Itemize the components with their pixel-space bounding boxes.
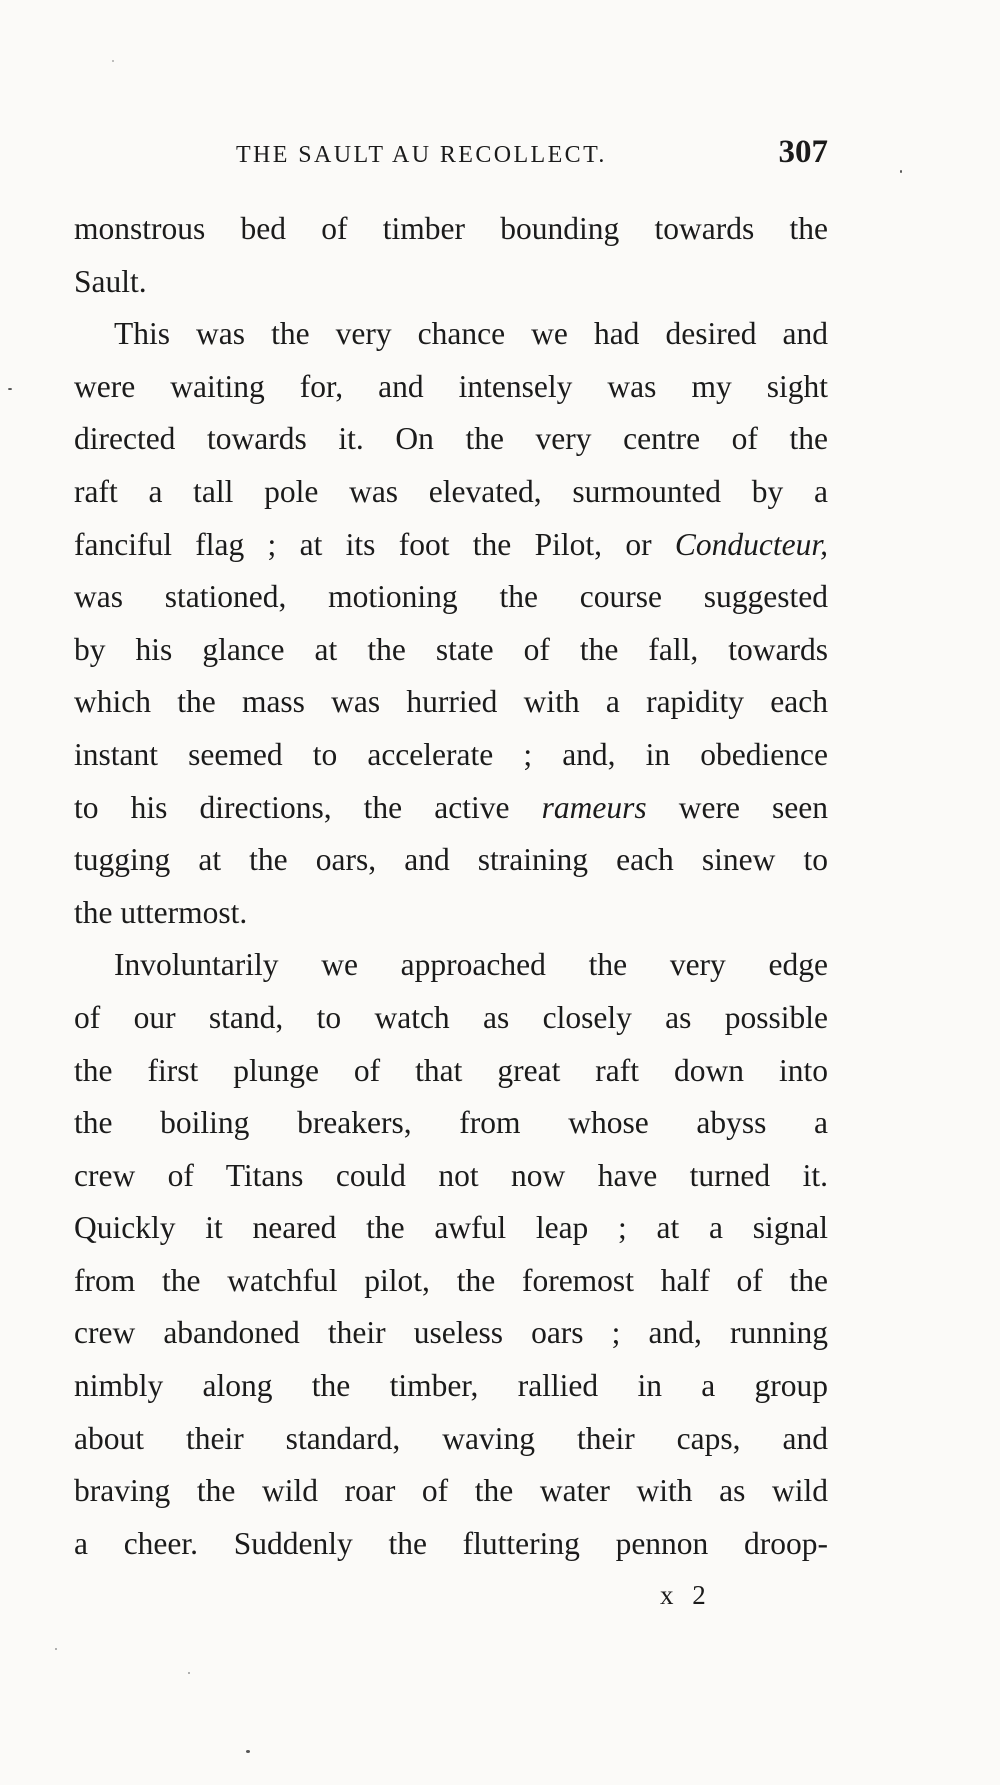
- body-text: [74, 203, 828, 1570]
- running-head: [74, 134, 828, 178]
- text-line: crew of Titans could not now have turned it.: [74, 1157, 828, 1193]
- scan-speck: [112, 60, 114, 62]
- scan-speck: [8, 388, 12, 390]
- text-line: crew abandoned their useless oars ; and, running: [74, 1315, 828, 1351]
- text-line: nimbly along the timber, rallied in a group: [74, 1368, 828, 1404]
- text-line: which the mass was hurried with a rapidity each: [74, 684, 828, 720]
- text-line: about their standard, waving their caps, and: [74, 1420, 828, 1456]
- signature-mark: x 2: [660, 1580, 712, 1610]
- text-line: were waiting for, and intensely was my sight: [74, 368, 828, 404]
- text-line: This was the very chance we had desired and: [114, 316, 828, 352]
- text-line: from the watchful pilot, the foremost half of the: [74, 1262, 828, 1298]
- text-span: to his directions, the active: [74, 789, 542, 825]
- text-line: Quickly it neared the awful leap ; at a signal: [74, 1210, 828, 1246]
- text-line: the boiling breakers, from whose abyss a: [74, 1105, 828, 1141]
- scan-speck: [246, 1750, 250, 1753]
- italic-term-rameurs: rameurs: [541, 789, 647, 825]
- text-line: directed towards it. On the very centre of the: [74, 421, 828, 457]
- text-line: Involuntarily we approached the very edge: [114, 947, 828, 983]
- text-line-with-italic: [74, 519, 828, 572]
- text-span: fanciful flag ; at its foot the Pilot, or: [74, 526, 675, 562]
- text-line: raft a tall pole was elevated, surmounted by a: [74, 473, 828, 509]
- text-line: a cheer. Suddenly the fluttering pennon droop-: [74, 1525, 828, 1561]
- paragraph-2: [74, 308, 828, 939]
- text-line: braving the wild roar of the water with as wild: [74, 1473, 828, 1509]
- text-line: the uttermost.: [74, 894, 248, 930]
- text-line: of our stand, to watch as closely as possible: [74, 999, 828, 1035]
- text-line-with-italic: [74, 782, 828, 835]
- text-line: was stationed, motioning the course suggested: [74, 579, 828, 615]
- scan-speck: [900, 170, 902, 173]
- text-line: monstrous bed of timber bounding towards the: [74, 211, 828, 246]
- scan-speck: [55, 1648, 57, 1650]
- text-line: tugging at the oars, and straining each sinew to: [74, 842, 828, 878]
- text-span: were seen: [646, 789, 828, 825]
- text-line: by his glance at the state of the fall, towards: [74, 631, 828, 667]
- text-line: Sault.: [74, 263, 147, 299]
- page-number: 307: [778, 134, 828, 170]
- paragraph-3: [74, 939, 828, 1570]
- italic-term-conducteur: Conducteur,: [674, 526, 828, 562]
- text-line: the first plunge of that great raft down into: [74, 1052, 828, 1088]
- text-line: instant seemed to accelerate ; and, in obedience: [74, 736, 828, 772]
- scan-speck: [188, 1672, 190, 1674]
- running-title: THE SAULT AU RECOLLECT.: [236, 142, 607, 168]
- paragraph-1: [74, 203, 828, 308]
